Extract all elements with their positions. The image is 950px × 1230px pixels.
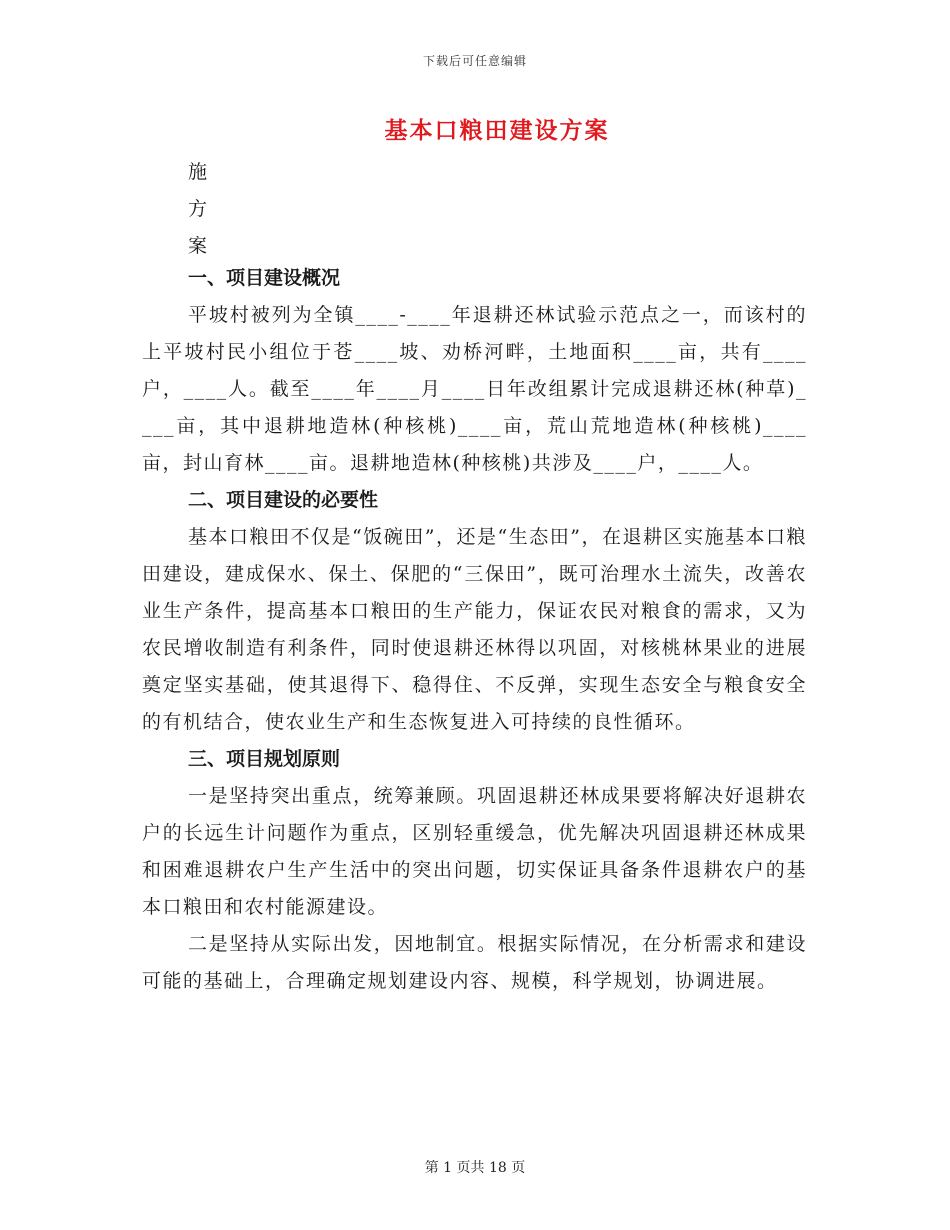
section-heading-principles: 三、项目规划原则 <box>188 748 341 770</box>
header-note: 下载后可任意编辑 <box>422 54 527 68</box>
vertical-char: 施 <box>188 161 208 183</box>
paragraph-overview: 平坡村被列为全镇____-____年退耕还林试验示范点之一，而该村的上平坡村民小组位于苍____坡、劝桥河畔，土地面积____亩，共有____户，____人。截至____年____月____日年改组累计完成退耕还林(种草)____亩，其中退耕地造林(种核桃)____亩，荒山荒地造林(种核桃)____亩，封山育林____亩。退耕地造林(种核桃)共涉及____户，____人。 <box>142 304 807 474</box>
document-body <box>142 260 807 1000</box>
vertical-char: 方 <box>188 198 208 220</box>
paragraph-principle-one: 一是坚持突出重点，统筹兼顾。巩固退耕还林成果要将解决好退耕农户的长远生计问题作为重点，区别轻重缓急，优先解决巩固退耕还林成果和困难退耕农户生产生活中的突出问题，切实保证具备条件退耕农户的基本口粮田和农村能源建设。 <box>142 785 807 918</box>
paragraph-necessity: 基本口粮田不仅是“饭碗田”，还是“生态田”，在退耕区实施基本口粮田建设，建成保水、保土、保肥的“三保田”，既可治理水土流失，改善农业生产条件，提高基本口粮田的生产能力，保证农民对粮食的需求，又为农民增收制造有利条件，同时使退耕还林得以巩固，对核桃林果业的进展奠定坚实基础，使其退得下、稳得住、不反弹，实现生态安全与粮食安全的有机结合，使农业生产和生态恢复进入可持续的良性循环。 <box>142 526 807 733</box>
section-heading-overview: 一、项目建设概况 <box>188 267 341 289</box>
paragraph-principle-two: 二是坚持从实际出发，因地制宜。根据实际情况，在分析需求和建设可能的基础上，合理确定规划建设内容、规模，科学规划，协调进展。 <box>142 933 807 992</box>
vertical-char: 案 <box>188 235 208 257</box>
document-title: 基本口粮田建设方案 <box>384 118 610 144</box>
page-number-footer: 第 1 页共 18 页 <box>424 1160 526 1176</box>
section-heading-necessity: 二、项目建设的必要性 <box>188 489 379 511</box>
vertical-text <box>188 154 207 265</box>
